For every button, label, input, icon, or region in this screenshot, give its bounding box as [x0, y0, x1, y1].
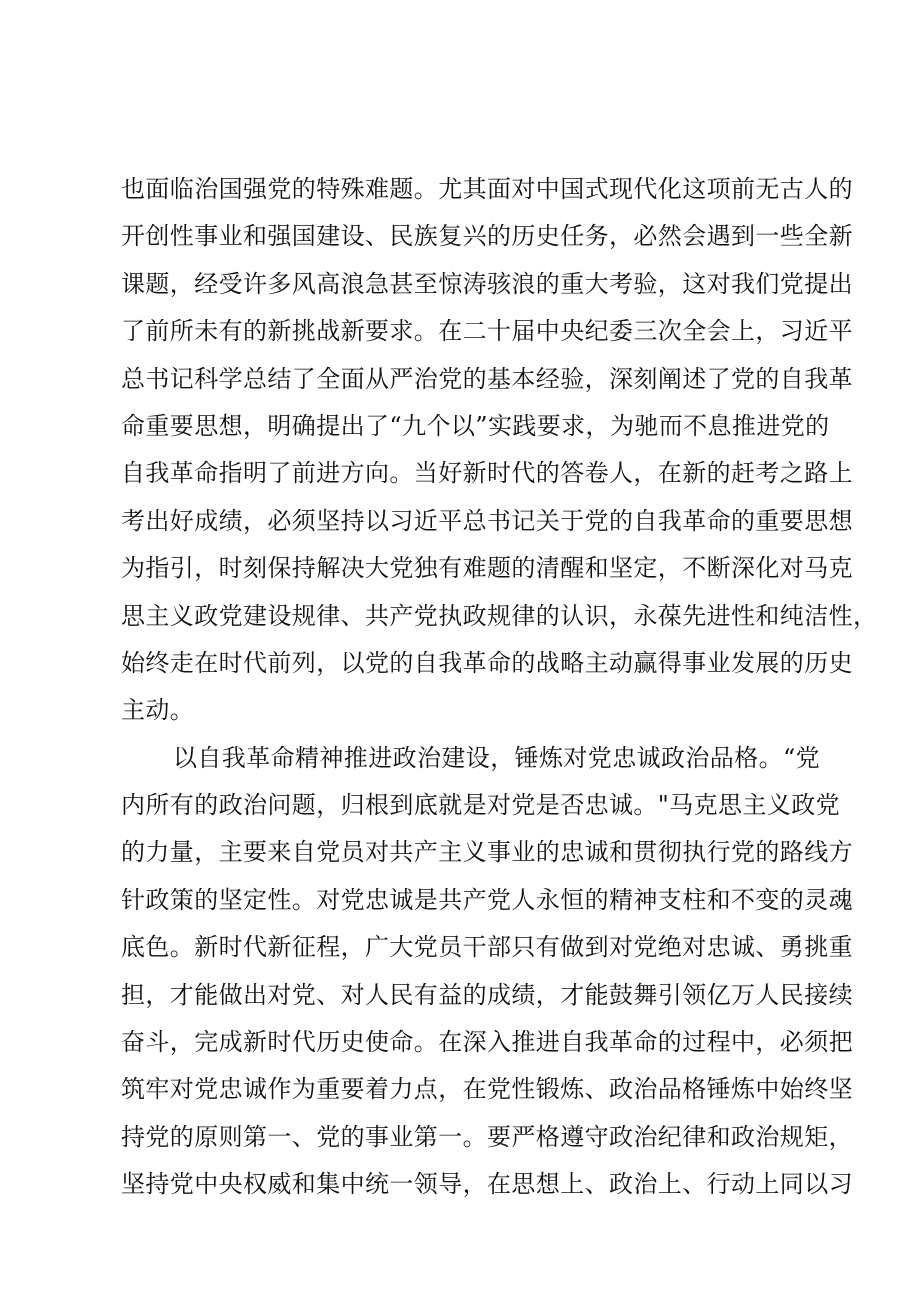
paragraph-1-line: 命重要思想，明确提出了“九个以”实践要求，为驰而不息推进党的 — [121, 411, 830, 440]
paragraph-2-line: 奋斗，完成新时代历史使命。在深入推进自我革命的过程中，必须把 — [121, 1028, 853, 1057]
paragraph-2-line: 担，才能做出对党、对人民有益的成绩，才能鼓舞引领亿万人民接续 — [121, 980, 853, 1009]
paragraph-1-line: 思主义政党建设规律、共产党执政规律的认识，永葆先进性和纯洁性， — [121, 601, 878, 630]
paragraph-2-first-line: 以自我革命精神推进政治建设，锤炼对党忠诚政治品格。“党 — [173, 743, 821, 772]
paragraph-2-line: 的力量，主要来自党员对共产主义事业的忠诚和贯彻执行党的路线方 — [121, 838, 853, 867]
paragraph-1-line: 考出好成绩，必须坚持以习近平总书记关于党的自我革命的重要思想 — [121, 506, 853, 535]
paragraph-2-line: 内所有的政治问题，归根到底就是对党是否忠诚。"马克思主义政党 — [121, 791, 841, 820]
paragraph-2-line: 持党的原则第一、党的事业第一。要严格遵守政治纪律和政治规矩， — [121, 1122, 853, 1151]
paragraph-2-line: 针政策的坚定性。对党忠诚是共产党人永恒的精神支柱和不变的灵魂 — [121, 885, 853, 914]
paragraph-1-line: 总书记科学总结了全面从严治党的基本经验，深刻阐述了党的自我革 — [121, 364, 853, 393]
paragraph-1-line: 始终走在时代前列，以党的自我革命的战略主动赢得事业发展的历史 — [121, 648, 853, 677]
paragraph-1-line: 开创性事业和强国建设、民族复兴的历史任务，必然会遇到一些全新 — [121, 222, 853, 251]
paragraph-1-line: 了前所未有的新挑战新要求。在二十届中央纪委三次全会上，习近平 — [121, 317, 853, 346]
paragraph-2-line: 筑牢对党忠诚作为重要着力点，在党性锻炼、政治品格锤炼中始终坚 — [121, 1075, 853, 1104]
paragraph-1-line: 主动。 — [121, 696, 195, 725]
paragraph-1-line: 也面临治国强党的特殊难题。尤其面对中国式现代化这项前无古人的 — [121, 175, 853, 203]
paragraph-1-line: 为指引，时刻保持解决大党独有难题的清醒和坚定，不断深化对马克 — [121, 554, 853, 583]
paragraph-2-line: 坚持党中央权威和集中统一领导，在思想上、政治上、行动上同以习 — [121, 1170, 853, 1199]
paragraph-1-line: 自我革命指明了前进方向。当好新时代的答卷人，在新的赶考之路上 — [121, 459, 853, 488]
paragraph-2-line: 底色。新时代新征程，广大党员干部只有做到对党绝对忠诚、勇挑重 — [121, 933, 853, 962]
paragraph-1-line: 课题，经受许多风高浪急甚至惊涛骇浪的重大考验，这对我们党提出 — [121, 269, 853, 298]
document-body — [121, 166, 878, 1209]
